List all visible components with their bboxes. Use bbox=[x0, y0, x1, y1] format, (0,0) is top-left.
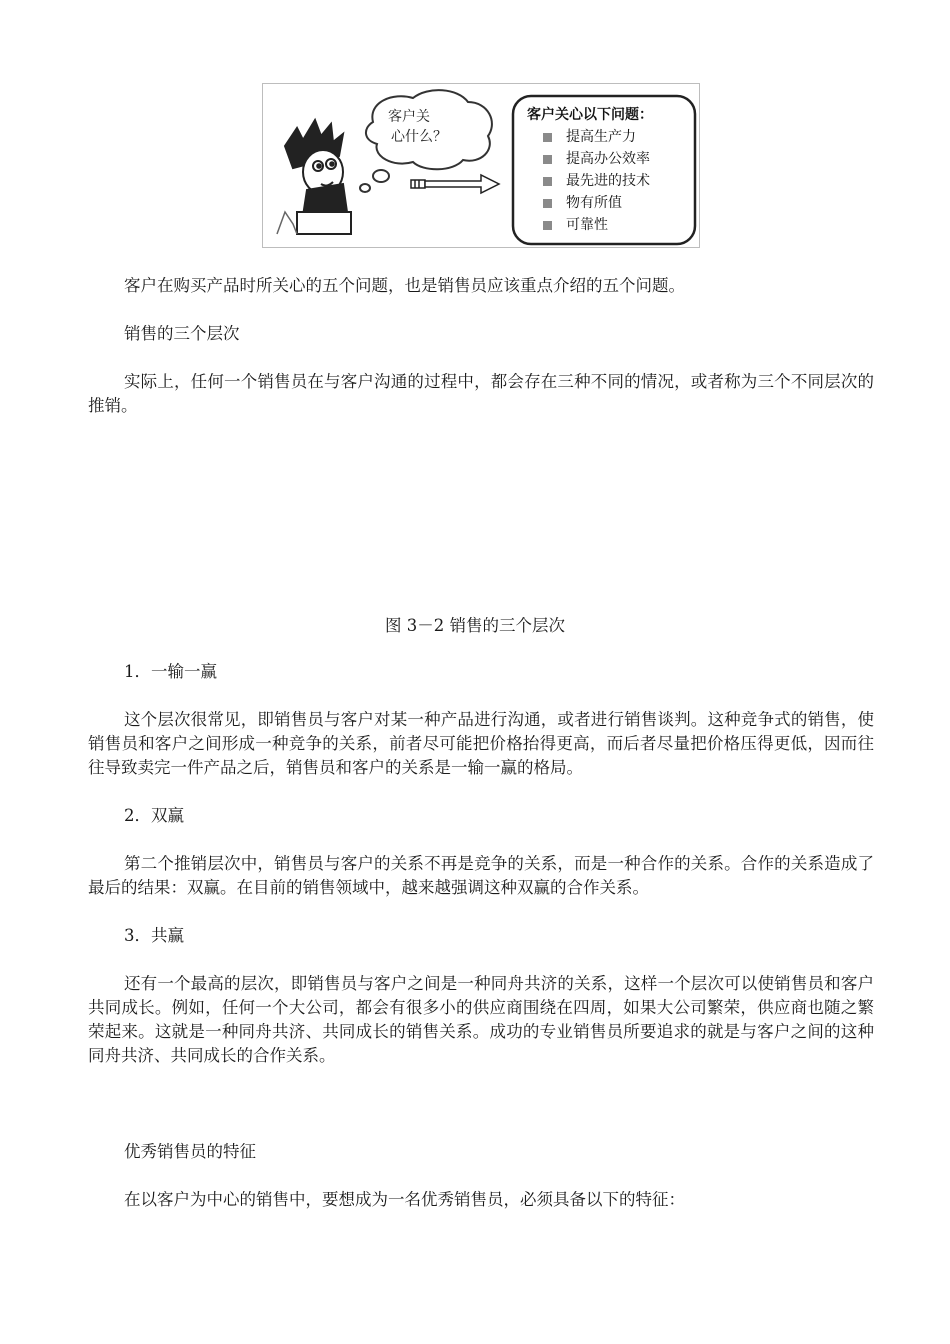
paragraph-five-concerns: 客户在购买产品时所关心的五个问题，也是销售员应该重点介绍的五个问题。 bbox=[124, 276, 685, 295]
heading-win-lose: 1．一输一赢 bbox=[124, 662, 217, 681]
paragraph-win-lose: 这个层次很常见，即销售员与客户对某一种产品进行沟通，或者进行销售谈判。这种竞争式的销售，使销售员和客户之间形成一种竞争的关系，前者尽可能把价格抬得更高，而后者尽量把价格压得更低，因而往往导致卖完一件产品之后，销售员和客户的关系是一输一赢的格局。 bbox=[88, 710, 874, 777]
concerns-list-item: 最先进的技术 bbox=[543, 170, 650, 192]
thought-dot-large bbox=[373, 170, 389, 182]
concerns-list bbox=[543, 126, 650, 236]
heading-three-levels: 销售的三个层次 bbox=[124, 324, 240, 343]
arrow bbox=[411, 175, 499, 193]
figure-caption: 图 3－2 销售的三个层次 bbox=[385, 616, 565, 635]
customer-concerns-figure bbox=[262, 83, 700, 248]
paragraph-intro-levels: 实际上，任何一个销售员在与客户沟通的过程中，都会存在三种不同的情况，或者称为三个不同层次的推销。 bbox=[88, 372, 874, 415]
thought-dot-small bbox=[360, 184, 370, 192]
heading-shared-win: 3．共赢 bbox=[124, 926, 184, 945]
square-bullet-icon bbox=[543, 133, 552, 142]
paragraph-win-win: 第二个推销层次中，销售员与客户的关系不再是竞争的关系，而是一种合作的关系。合作的关系造成了最后的结果：双赢。在目前的销售领域中，越来越强调这种双赢的合作关系。 bbox=[88, 854, 874, 897]
concerns-box-title: 客户关心以下问题： bbox=[527, 107, 653, 123]
concerns-list-item: 提高办公效率 bbox=[543, 148, 650, 170]
square-bullet-icon bbox=[543, 177, 552, 186]
heading-traits: 优秀销售员的特征 bbox=[124, 1142, 256, 1161]
heading-win-win: 2．双赢 bbox=[124, 806, 184, 825]
concerns-list-item: 提高生产力 bbox=[543, 126, 650, 148]
square-bullet-icon bbox=[543, 155, 552, 164]
bubble-text-line2: 心什么？ bbox=[391, 129, 447, 145]
paragraph-traits: 在以客户为中心的销售中，要想成为一名优秀销售员，必须具备以下的特征： bbox=[124, 1190, 685, 1209]
paragraph-shared-win: 还有一个最高的层次，即销售员与客户之间是一种同舟共济的关系，这样一个层次可以使销售员和客户共同成长。例如，任何一个大公司，都会有很多小的供应商围绕在四周，如果大公司繁荣，供应商也随之繁荣起来。这就是一种同舟共济、共同成长的销售关系。成功的专业销售员所要追求的就是与客户之间的这种同舟共济、共同成长的合作关系。 bbox=[88, 974, 874, 1065]
concerns-list-item: 可靠性 bbox=[543, 214, 650, 236]
bubble-text-line1: 客户关 bbox=[388, 109, 430, 125]
square-bullet-icon bbox=[543, 199, 552, 208]
cartoon-person bbox=[277, 120, 351, 234]
square-bullet-icon bbox=[543, 221, 552, 230]
concerns-list-item: 物有所值 bbox=[543, 192, 650, 214]
